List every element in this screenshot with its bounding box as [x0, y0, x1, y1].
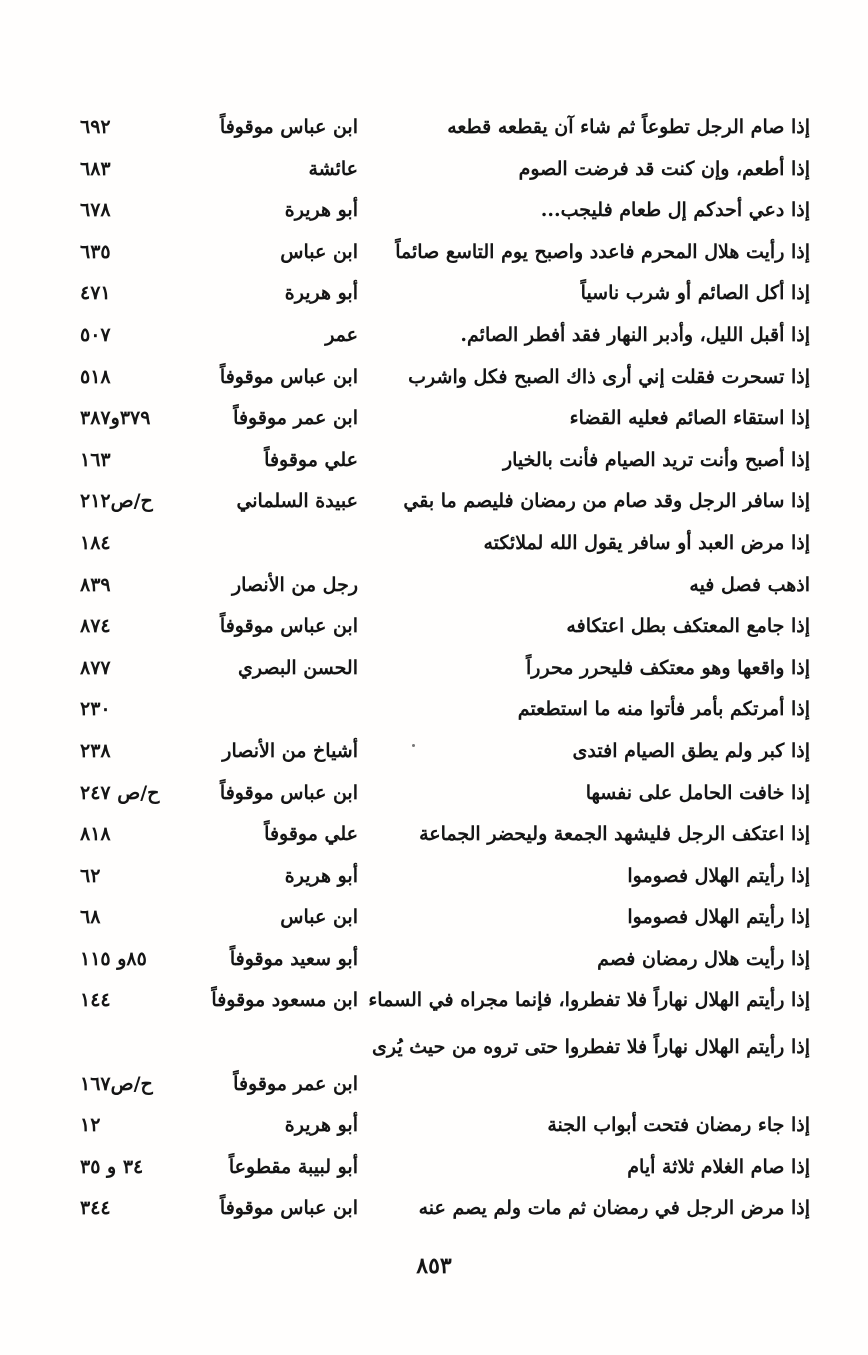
reference-number: ٣٧٩و٣٨٧ — [80, 407, 151, 430]
hadith-text: إذا مرض الرجل في رمضان ثم مات ولم يصم عنه — [418, 1197, 810, 1220]
reference-number: ٣٤٤ — [80, 1197, 111, 1220]
narrator: ابن عمر موقوفاً — [233, 1073, 358, 1096]
index-row — [70, 274, 810, 316]
hadith-text: إذا مرض العبد أو سافر يقول الله لملائكته — [483, 531, 810, 554]
reference-number: ح/ص٢١٢ — [80, 490, 153, 513]
hadith-text: إذا رأيتم الهلال نهاراً فلا تفطروا حتى تروه من حيث يُرى — [371, 1036, 810, 1059]
narrator: ابن عباس — [280, 240, 358, 263]
hadith-text: إذا رأيتم الهلال فصوموا — [627, 906, 810, 929]
index-row — [70, 732, 810, 774]
narrator: عبيدة السلماني — [236, 490, 358, 513]
narrator: ابن عباس موقوفاً — [219, 781, 358, 804]
index-row — [70, 940, 810, 982]
hadith-text: اذهب فصل فيه — [689, 573, 810, 596]
reference-number: ٥١٨ — [80, 365, 111, 388]
index-row — [70, 233, 810, 275]
index-row — [70, 898, 810, 940]
index-row — [70, 524, 810, 566]
reference-number: ٨٧٧ — [80, 656, 111, 679]
hadith-text: إذا رأيت هلال رمضان فصم — [597, 947, 810, 970]
hadith-text: إذا أصبح وأنت تريد الصيام فأنت بالخيار — [502, 448, 810, 471]
hadith-text: إذا جاء رمضان فتحت أبواب الجنة — [547, 1114, 810, 1137]
hadith-text: إذا سافر الرجل وقد صام من رمضان فليصم ما بقي — [403, 490, 810, 513]
narrator: أبو سعيد موقوفاً — [229, 947, 358, 970]
index-row — [70, 774, 810, 816]
hadith-text: إذا واقعها وهو معتكف فليحرر محرراً — [526, 656, 810, 679]
index-row — [70, 1023, 810, 1106]
index-row — [70, 690, 810, 732]
narrator: أبو هريرة — [284, 1114, 358, 1137]
index-row — [70, 108, 810, 150]
index-row — [70, 191, 810, 233]
hadith-text: إذا صام الغلام ثلاثة أيام — [627, 1155, 810, 1178]
reference-number: ٨٣٩ — [80, 573, 111, 596]
hadith-text: إذا صام الرجل تطوعاً ثم شاء آن يقطعه قطعه — [447, 116, 810, 138]
index-row — [70, 857, 810, 899]
narrator: أبو هريرة — [284, 864, 358, 887]
reference-number: ٤٧١ — [80, 282, 111, 305]
index-row — [70, 649, 810, 691]
hadith-text: إذا خافت الحامل على نفسها — [585, 781, 810, 804]
narrator: ابن عباس موقوفاً — [219, 116, 358, 138]
hadith-text: إذا استقاء الصائم فعليه القضاء — [569, 407, 810, 430]
narrator: ابن عباس موقوفاً — [219, 1197, 358, 1220]
hadith-index-table — [70, 108, 810, 1231]
reference-number: ٨٧٤ — [80, 615, 111, 638]
reference-number: ح/ص١٦٧ — [80, 1073, 153, 1096]
page-number: ٨٥٣ — [416, 1253, 452, 1279]
reference-number: ٦٩٢ — [80, 116, 111, 138]
narrator: عمر — [325, 323, 358, 346]
narrator: ابن عمر موقوفاً — [233, 407, 358, 430]
narrator: ابن مسعود موقوفاً — [211, 989, 358, 1012]
reference-number: ح/ص ٢٤٧ — [80, 781, 160, 804]
reference-number: ١٦٣ — [80, 448, 111, 471]
reference-number: ٦٣٥ — [80, 240, 111, 263]
index-row — [70, 441, 810, 483]
narrator: ابن عباس موقوفاً — [219, 365, 358, 388]
hadith-text: إذا اعتكف الرجل فليشهد الجمعة وليحضر الجماعة — [419, 823, 810, 846]
index-row — [70, 566, 810, 608]
hadith-text: إذا تسحرت فقلت إني أرى ذاك الصبح فكل واشرب — [408, 365, 810, 388]
index-row — [70, 399, 810, 441]
hadith-text: إذا أمرتكم بأمر فأتوا منه ما استطعتم — [517, 698, 810, 721]
index-row — [70, 607, 810, 649]
hadith-text: إذا جامع المعتكف بطل اعتكافه — [566, 615, 810, 638]
narrator: عائشة — [308, 157, 358, 180]
index-row — [70, 358, 810, 400]
hadith-text: إذا كبر ولم يطق الصيام افتدى — [572, 739, 810, 762]
narrator: أبو لبيبة مقطوعاً — [228, 1155, 358, 1178]
reference-number: ٦٧٨ — [80, 199, 111, 222]
narrator: الحسن البصري — [238, 656, 358, 679]
reference-number: ١٨٤ — [80, 531, 111, 554]
narrator: أشياخ من الأنصار — [222, 739, 358, 762]
reference-number: ١٤٤ — [80, 989, 111, 1012]
reference-number: ٥٠٧ — [80, 323, 111, 346]
index-row — [70, 482, 810, 524]
index-row — [70, 1148, 810, 1190]
index-row — [70, 815, 810, 857]
index-row — [70, 316, 810, 358]
narrator: أبو هريرة — [284, 282, 358, 305]
narrator: رجل من الأنصار — [231, 573, 358, 596]
reference-number: ٣٤ و ٣٥ — [80, 1155, 144, 1178]
reference-number: ٨٥و ١١٥ — [80, 947, 147, 970]
hadith-text: إذا أطعم، وإن كنت قد فرضت الصوم — [518, 157, 810, 180]
reference-number: ٢٣٨ — [80, 739, 111, 762]
narrator: علي موقوفاً — [264, 823, 358, 846]
narrator: ابن عباس موقوفاً — [219, 615, 358, 638]
index-row — [70, 1189, 810, 1231]
hadith-text: إذا رأيت هلال المحرم فاعدد واصبح يوم التاسع صائماً — [395, 240, 810, 263]
reference-number: ١٢ — [80, 1114, 101, 1137]
reference-number: ٦٢ — [80, 864, 101, 887]
hadith-text: إذا دعي أحدكم إل طعام فليجب... — [540, 199, 810, 222]
narrator: علي موقوفاً — [264, 448, 358, 471]
scan-speck — [412, 744, 415, 747]
narrator: أبو هريرة — [284, 199, 358, 222]
index-row — [70, 981, 810, 1023]
hadith-text: إذا أقبل الليل، وأدبر النهار فقد أفطر الصائم. — [460, 323, 810, 346]
hadith-text: إذا أكل الصائم أو شرب ناسياً — [580, 282, 810, 305]
narrator: ابن عباس — [280, 906, 358, 929]
hadith-text: إذا رأيتم الهلال نهاراً فلا تفطروا، فإنما مجراه في السماء — [368, 989, 810, 1012]
hadith-text: إذا رأيتم الهلال فصوموا — [627, 864, 810, 887]
reference-number: ٢٣٠ — [80, 698, 111, 721]
index-row — [70, 1106, 810, 1148]
reference-number: ٦٨٣ — [80, 157, 111, 180]
reference-number: ٨١٨ — [80, 823, 111, 846]
index-row — [70, 150, 810, 192]
reference-number: ٦٨ — [80, 906, 101, 929]
